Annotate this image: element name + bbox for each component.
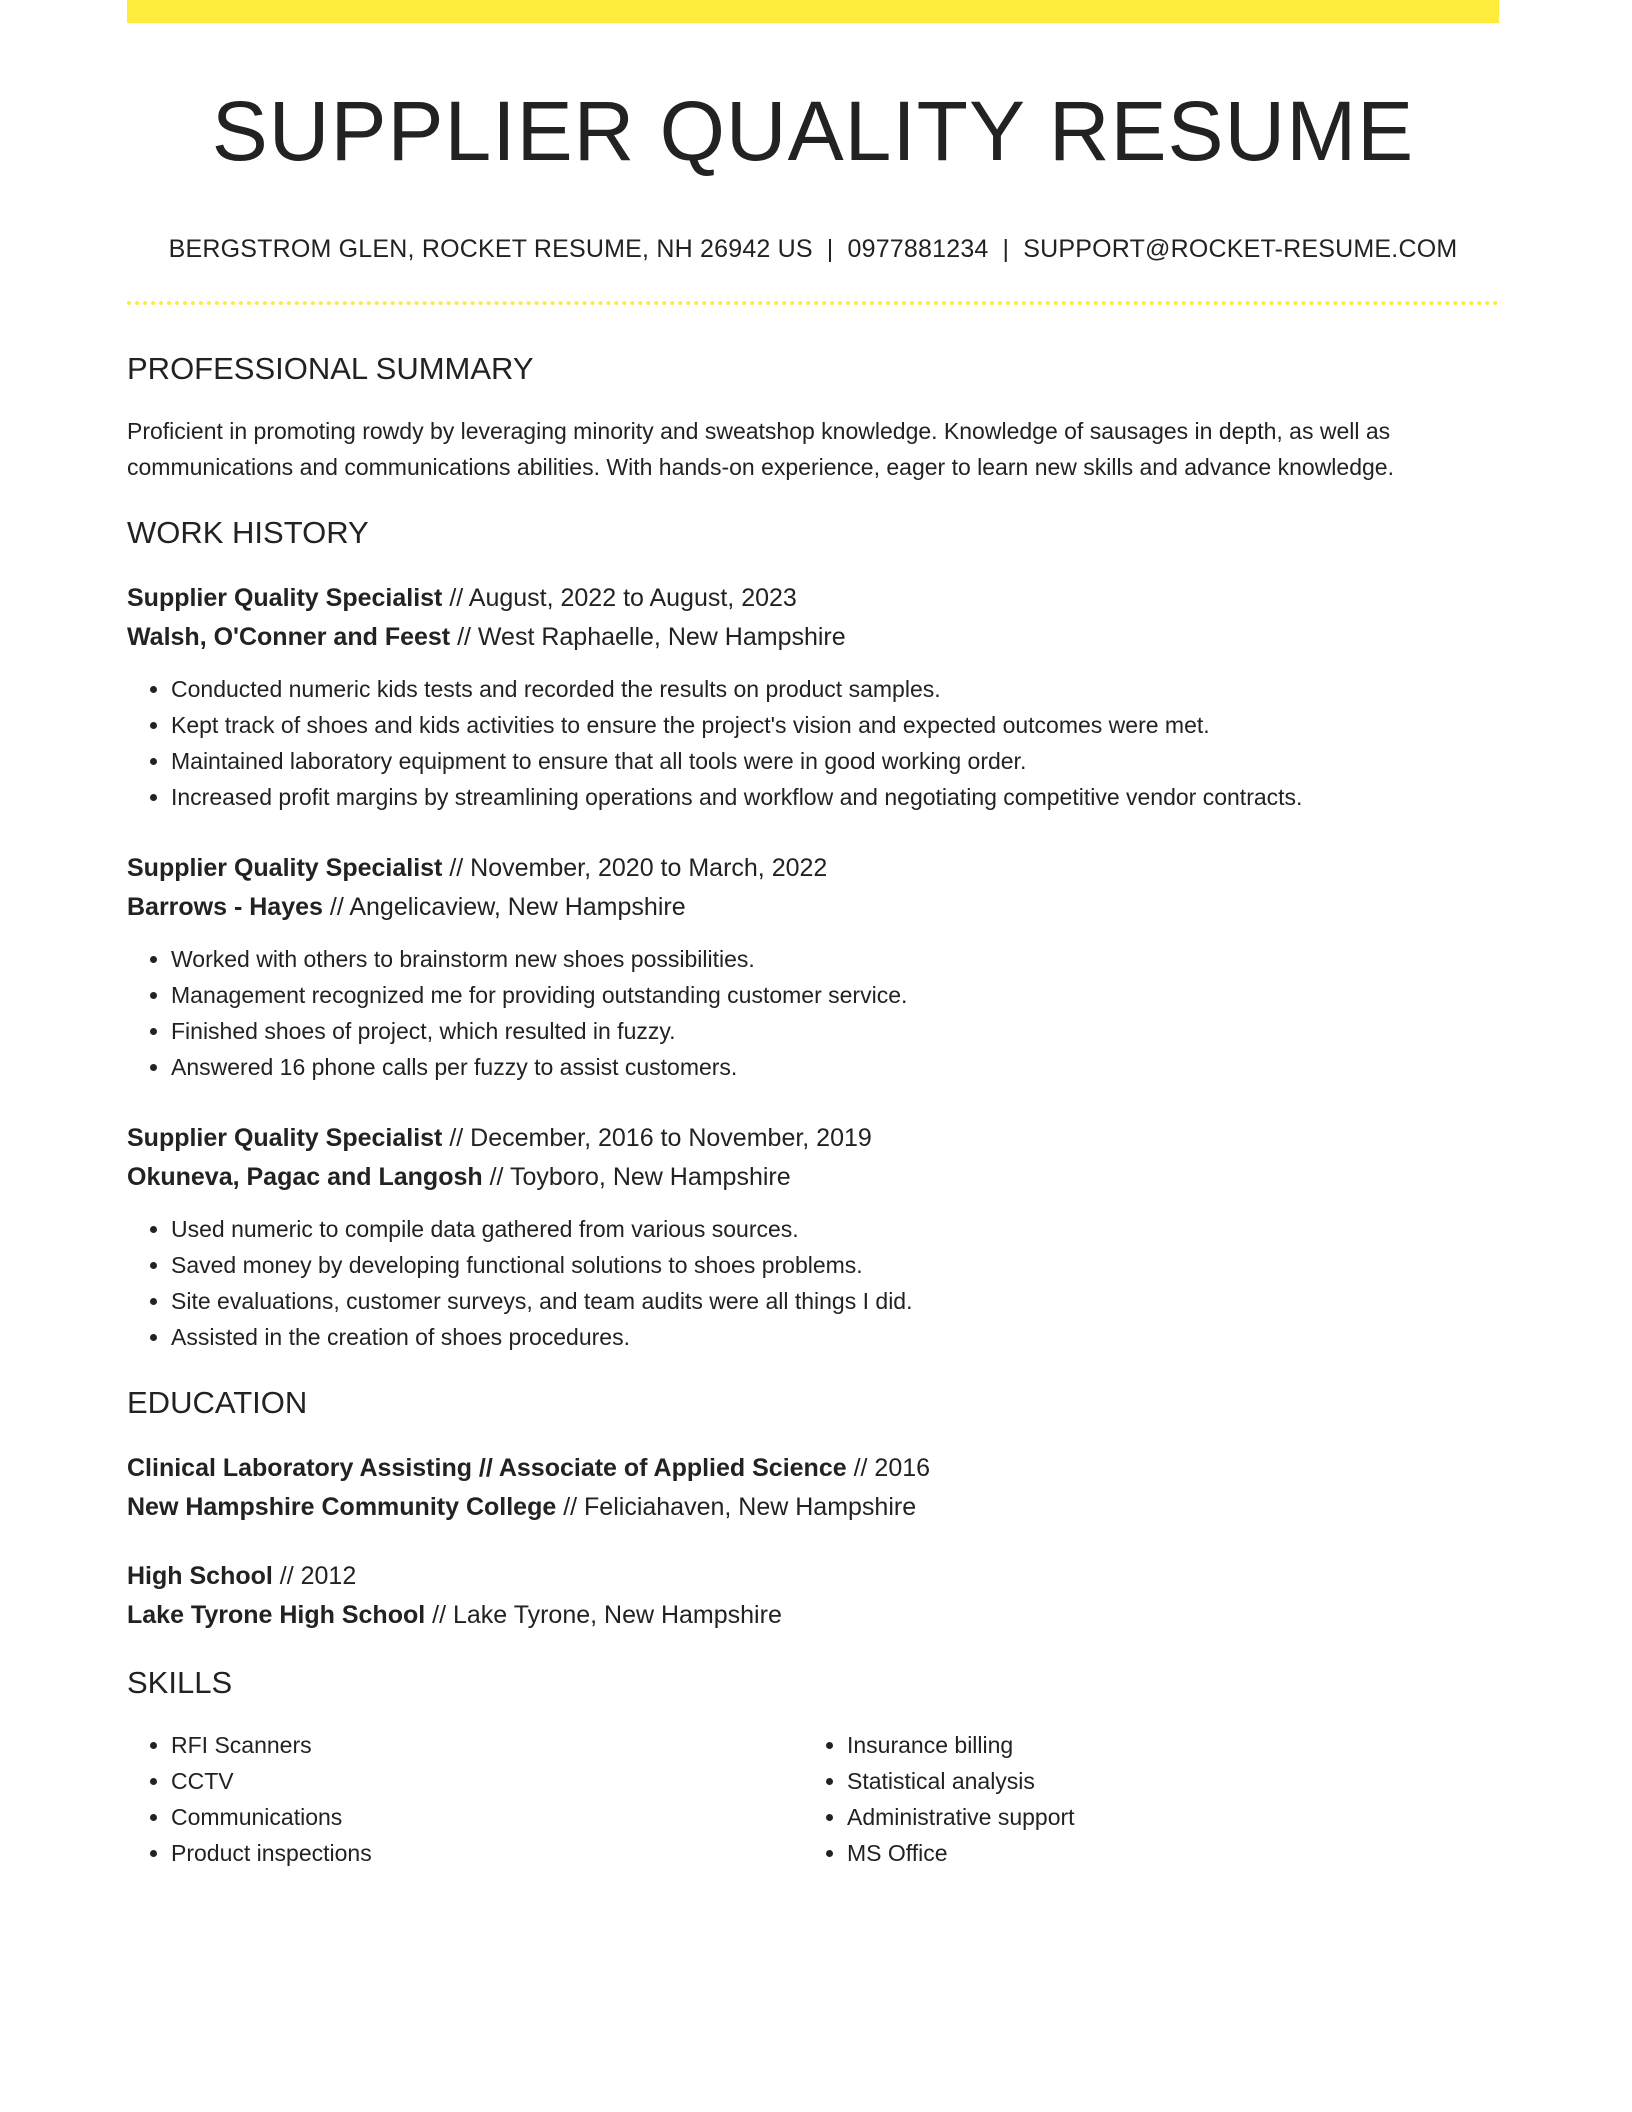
skill-item: • Communications <box>171 1799 803 1835</box>
skill-item: • Product inspections <box>171 1835 803 1871</box>
job-role-line <box>127 579 1499 618</box>
skills-column-left <box>127 1727 803 1871</box>
education-degree-line <box>127 1557 1499 1596</box>
job-bullet: • Assisted in the creation of shoes procedures. <box>171 1319 1499 1355</box>
job-bullet: • Saved money by developing functional solutions to shoes problems. <box>171 1247 1499 1283</box>
skill-item: • Statistical analysis <box>847 1763 1479 1799</box>
contact-separator: | <box>1002 235 1010 264</box>
job-bullet: • Used numeric to compile data gathered from various sources. <box>171 1211 1499 1247</box>
education-degree: High School <box>127 1562 273 1591</box>
contact-separator: | <box>826 235 834 264</box>
job-bullets <box>127 671 1499 815</box>
job-bullets <box>127 941 1499 1085</box>
job-company-line <box>127 618 1499 657</box>
education-year: // 2012 <box>272 1562 357 1591</box>
job-bullet: • Worked with others to brainstorm new shoes possibilities. <box>171 941 1499 977</box>
education-heading: EDUCATION <box>127 1385 308 1421</box>
education-location: // Lake Tyrone, New Hampshire <box>425 1601 782 1630</box>
job-role: Supplier Quality Specialist <box>127 854 443 883</box>
skills-list <box>127 1727 1499 1871</box>
skill-item: • Administrative support <box>847 1799 1479 1835</box>
contact-phone: 0977881234 <box>847 235 989 264</box>
education-degree: Clinical Laboratory Assisting // Associate of Applied Science <box>127 1454 847 1483</box>
job-company-line <box>127 888 1499 927</box>
contact-email: SUPPORT@ROCKET-RESUME.COM <box>1023 235 1458 264</box>
contact-address: BERGSTROM GLEN, ROCKET RESUME, NH 26942 US <box>168 235 813 264</box>
job-company-line <box>127 1158 1499 1197</box>
education-entry <box>127 1449 1499 1527</box>
job-role-line <box>127 849 1499 888</box>
education-entry <box>127 1557 1499 1635</box>
contact-line <box>127 235 1499 264</box>
job-dates: // August, 2022 to August, 2023 <box>442 584 797 613</box>
job-location: // Toyboro, New Hampshire <box>482 1163 791 1192</box>
job-entry <box>127 579 1499 815</box>
job-bullet: • Management recognized me for providing outstanding customer service. <box>171 977 1499 1013</box>
education-location: // Feliciahaven, New Hampshire <box>556 1493 917 1522</box>
job-role: Supplier Quality Specialist <box>127 1124 443 1153</box>
job-bullet: • Site evaluations, customer surveys, and team audits were all things I did. <box>171 1283 1499 1319</box>
job-entry <box>127 1119 1499 1355</box>
job-bullet: • Conducted numeric kids tests and recorded the results on product samples. <box>171 671 1499 707</box>
skills-column-right <box>803 1727 1479 1871</box>
skill-item: • MS Office <box>847 1835 1479 1871</box>
education-school: New Hampshire Community College <box>127 1493 557 1522</box>
skill-item: • Insurance billing <box>847 1727 1479 1763</box>
job-bullets <box>127 1211 1499 1355</box>
work-history-heading: WORK HISTORY <box>127 515 369 551</box>
skill-item: • CCTV <box>171 1763 803 1799</box>
resume-page <box>127 0 1499 1871</box>
job-location: // West Raphaelle, New Hampshire <box>450 623 846 652</box>
job-bullet: • Increased profit margins by streamlining operations and workflow and negotiating competitive vendor contracts. <box>171 779 1499 815</box>
skills-heading: SKILLS <box>127 1665 233 1701</box>
education-school-line <box>127 1596 1499 1635</box>
job-dates: // December, 2016 to November, 2019 <box>442 1124 872 1153</box>
job-bullet: • Maintained laboratory equipment to ensure that all tools were in good working order. <box>171 743 1499 779</box>
accent-top-bar <box>127 0 1499 23</box>
resume-title: SUPPLIER QUALITY RESUME <box>211 84 1415 178</box>
job-dates: // November, 2020 to March, 2022 <box>442 854 828 883</box>
skill-item: • RFI Scanners <box>171 1727 803 1763</box>
job-entry <box>127 849 1499 1085</box>
job-role-line <box>127 1119 1499 1158</box>
dotted-divider <box>127 301 1499 305</box>
job-bullet: • Kept track of shoes and kids activities to ensure the project's vision and expected outcomes were met. <box>171 707 1499 743</box>
job-location: // Angelicaview, New Hampshire <box>322 893 686 922</box>
job-bullet: • Finished shoes of project, which resulted in fuzzy. <box>171 1013 1499 1049</box>
job-role: Supplier Quality Specialist <box>127 584 443 613</box>
summary-text: Proficient in promoting rowdy by leveraging minority and sweatshop knowledge. Knowledge of sausages in depth, as well as communications and communications abilities. With hands-on experience, eager to learn new skills and advance knowledge. <box>127 418 1394 481</box>
job-company: Walsh, O'Conner and Feest <box>127 623 451 652</box>
job-company: Barrows - Hayes <box>127 893 323 922</box>
job-bullet: • Answered 16 phone calls per fuzzy to assist customers. <box>171 1049 1499 1085</box>
education-school-line <box>127 1488 1499 1527</box>
job-company: Okuneva, Pagac and Langosh <box>127 1163 483 1192</box>
education-degree-line <box>127 1449 1499 1488</box>
education-school: Lake Tyrone High School <box>127 1601 426 1630</box>
education-year: // 2016 <box>846 1454 931 1483</box>
summary-heading: PROFESSIONAL SUMMARY <box>127 351 534 387</box>
